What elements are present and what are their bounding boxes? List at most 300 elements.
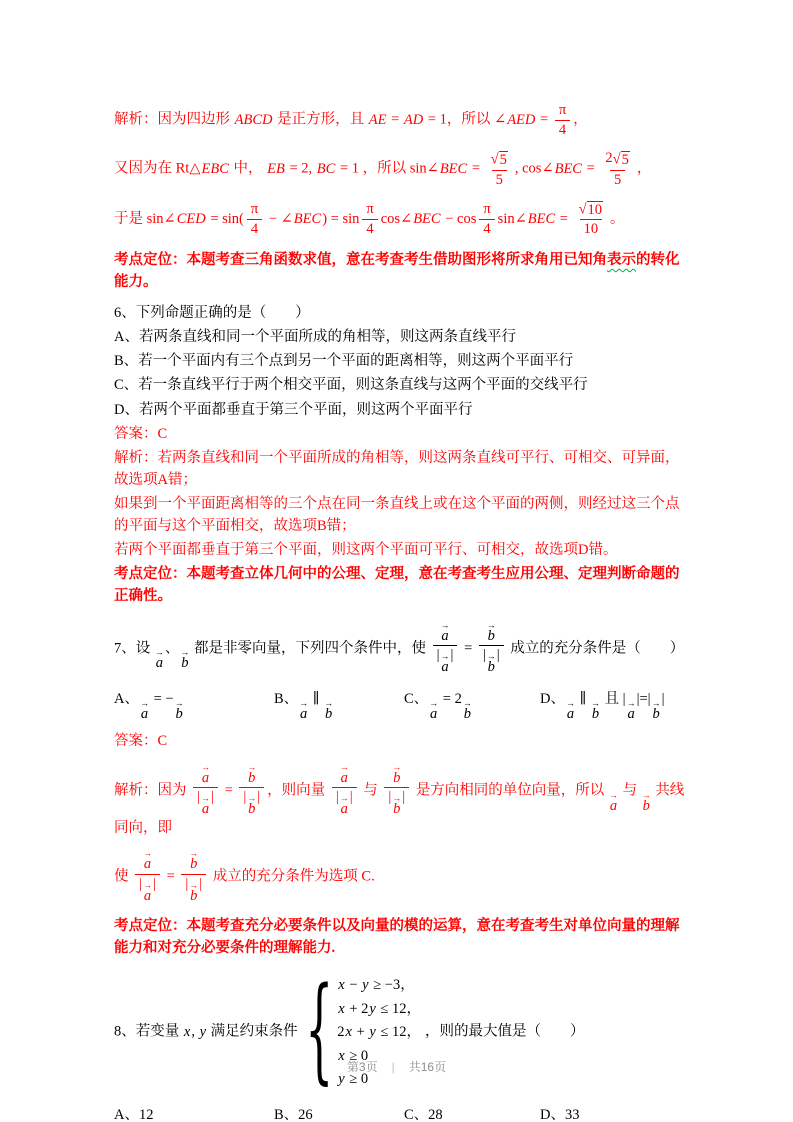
vector-arrow-icon: → <box>486 619 496 630</box>
text-run: + 2 <box>345 1000 369 1017</box>
radicand: 5 <box>499 151 507 168</box>
text-run: | <box>388 789 392 806</box>
paragraph <box>114 150 690 188</box>
vector-symbol <box>608 789 618 814</box>
text-run: ≥ −3， <box>369 977 415 994</box>
cases-brace-icon: { <box>305 964 334 1098</box>
text-run: 5 <box>614 172 622 189</box>
fraction-denominator <box>610 170 625 189</box>
text-run: | <box>450 647 454 663</box>
paragraph <box>114 375 690 397</box>
vector-arrow-icon: → <box>247 793 257 804</box>
constraint-row <box>337 1021 421 1043</box>
fraction-numerator <box>247 201 262 219</box>
text-run: = <box>220 782 237 799</box>
text-run: |=| <box>636 691 651 708</box>
text-run: 6、下列命题正确的是（ ） <box>114 304 310 321</box>
math-fraction <box>487 151 512 188</box>
text-run: = 1 ，所以 sin∠ <box>336 160 439 177</box>
text-run: 4 <box>483 220 491 237</box>
page-footer <box>0 1058 793 1075</box>
vector-symbol <box>462 698 472 723</box>
math-fraction <box>193 762 218 818</box>
text-run: | <box>211 789 214 806</box>
radical-sign-icon: √ <box>578 201 587 218</box>
text-run: = <box>460 640 476 657</box>
vector-arrow-icon: → <box>651 698 661 709</box>
constraint-row <box>337 998 421 1020</box>
vector-letter: a <box>340 770 348 787</box>
text-run: 8、若变量 <box>114 1023 183 1040</box>
radical-sign-icon: √ <box>612 151 621 168</box>
math-fraction <box>332 762 357 818</box>
text-run: ，则向量 <box>267 782 329 799</box>
text-run: π <box>366 201 374 218</box>
fraction-denominator <box>580 219 603 238</box>
text-run: ≥ 0 <box>345 1047 369 1064</box>
vector-symbol <box>299 698 309 723</box>
vector-symbol <box>189 848 199 873</box>
vector-symbol <box>339 762 349 787</box>
math-variable: AED <box>507 111 536 128</box>
vector-arrow-icon: → <box>626 698 636 709</box>
text-run: , cos∠ <box>514 160 554 177</box>
option-item <box>114 1103 274 1122</box>
math-variable: x <box>338 1047 345 1064</box>
text-run: 与 <box>618 782 641 799</box>
paragraph <box>114 494 690 538</box>
paragraph <box>114 351 690 373</box>
text-run: ≥ 0 <box>345 1071 369 1088</box>
options-row <box>114 687 690 722</box>
vector-arrow-icon: → <box>189 879 199 890</box>
vector-letter: a <box>627 706 635 723</box>
text-run: | <box>335 789 339 806</box>
math-variable: x <box>338 1000 345 1017</box>
text-run: 解析：若两条直线和同一个平面所成的角相等，则这两条直线可平行、可相交、可异面，故选项A错； <box>114 450 680 488</box>
vector-arrow-icon: → <box>143 848 153 859</box>
vector-arrow-icon: → <box>565 698 575 709</box>
math-sqrt <box>579 201 603 219</box>
paragraph <box>114 916 690 960</box>
text-run: 共线同向，即 <box>114 782 685 836</box>
text-run: A、若两条直线和同一个平面所成的角相等，则这两条直线平行 <box>114 328 516 345</box>
text-run: sin∠ <box>497 210 527 227</box>
vector-symbol <box>324 698 334 723</box>
option-item <box>404 1103 540 1122</box>
math-variable: y <box>199 1023 206 1040</box>
text-run: A、12 <box>114 1106 154 1122</box>
vector-symbol <box>486 651 496 675</box>
paragraph <box>114 400 690 422</box>
fraction-numerator <box>387 762 406 787</box>
vector-letter: b <box>591 706 600 723</box>
vector-arrow-icon: → <box>247 762 257 773</box>
vector-symbol <box>247 762 257 787</box>
vector-letter: a <box>201 801 210 818</box>
text-run: C、若一条直线平行于两个相交平面，则这条直线与这两个平面的交线平行 <box>114 377 588 394</box>
fraction-numerator <box>362 201 377 219</box>
text-run: 成立的充分条件为选项 C. <box>209 868 375 885</box>
text-run: ≤ 12， <box>376 1000 422 1017</box>
fraction-denominator <box>555 120 570 139</box>
fraction-numerator <box>196 762 215 787</box>
text-run: = <box>582 160 599 177</box>
paragraph <box>114 762 690 839</box>
vector-arrow-icon: → <box>180 647 190 658</box>
document-content <box>114 90 690 1122</box>
vector-symbol <box>174 698 184 723</box>
text-run: 成立的充分条件是（ ） <box>506 640 685 657</box>
vector-symbol <box>201 793 211 818</box>
vector-arrow-icon: → <box>429 698 439 709</box>
math-variable: ABCD <box>234 111 273 128</box>
wavy-underlined-text: 表示 <box>607 252 636 269</box>
fraction-numerator <box>436 619 455 645</box>
text-run: − cos <box>441 210 477 227</box>
text-run: 是方向相同的单位向量，所以 <box>412 782 608 799</box>
option-item <box>404 687 540 722</box>
vector-arrow-icon: → <box>143 879 153 890</box>
text-run: ) = sin <box>322 210 360 227</box>
text-run: = 2, <box>285 160 316 177</box>
text-run: π <box>558 102 567 118</box>
paragraph <box>114 564 690 608</box>
text-run: | <box>185 875 189 892</box>
text-run: 的转化能力。 <box>114 252 680 290</box>
text-run: 答案：C <box>114 733 168 750</box>
text-run: | <box>199 875 203 892</box>
paragraph <box>114 424 690 446</box>
paragraph <box>114 303 690 325</box>
vector-letter: a <box>441 627 449 644</box>
vector-arrow-icon: → <box>299 698 309 709</box>
text-run: 又因为在 Rt△ <box>114 160 201 177</box>
text-run: 都是非零向量，下列四个条件中，使 <box>190 640 430 657</box>
paragraph <box>114 540 690 562</box>
text-run: | <box>243 789 247 806</box>
math-variable: EB <box>267 160 285 177</box>
text-run: 于是 sin∠ <box>114 210 176 227</box>
math-variable: y <box>338 1071 345 1088</box>
vector-symbol <box>440 651 450 675</box>
vector-symbol <box>626 698 636 723</box>
vector-letter: b <box>190 856 198 873</box>
text-run: | <box>661 691 665 708</box>
vector-letter: b <box>393 770 401 787</box>
vector-letter: b <box>487 659 495 675</box>
text-run: ∥ <box>575 691 590 708</box>
page-number: 第3页 <box>346 1060 378 1074</box>
text-run: 使 <box>114 868 133 885</box>
option-item <box>274 687 404 722</box>
option-item <box>274 1103 404 1122</box>
fraction-denominator <box>492 170 507 189</box>
text-run: | <box>139 875 143 892</box>
fraction-numerator <box>479 201 494 219</box>
paragraph <box>114 731 690 753</box>
math-variable: BEC <box>293 210 322 227</box>
text-run: | <box>197 789 201 806</box>
text-run: 7、设 <box>114 640 154 657</box>
footer-separator: | <box>391 1060 395 1074</box>
fraction-denominator <box>135 874 160 904</box>
fraction-denominator <box>362 219 377 238</box>
math-fraction <box>433 619 458 675</box>
fraction-denominator <box>247 219 262 238</box>
fraction-denominator <box>181 874 206 904</box>
text-run: 、 <box>164 640 180 657</box>
vector-symbol <box>180 647 190 672</box>
vector-arrow-icon: → <box>339 762 349 773</box>
text-run: 5 <box>495 171 503 188</box>
vector-arrow-icon: → <box>339 793 349 804</box>
math-fraction <box>479 619 504 675</box>
vector-arrow-icon: → <box>608 789 618 800</box>
math-variable: y <box>369 1000 376 1017</box>
math-variable: EBC <box>201 160 229 177</box>
paragraph <box>114 327 690 349</box>
vector-arrow-icon: → <box>440 619 450 630</box>
text-run: | <box>153 875 156 892</box>
vector-letter: b <box>248 770 256 787</box>
math-variable: BC <box>316 160 336 177</box>
vector-symbol <box>651 698 661 723</box>
fraction-numerator <box>601 150 633 170</box>
vector-arrow-icon: → <box>440 651 450 661</box>
math-variable: BEC <box>554 160 582 177</box>
vector-arrow-icon: → <box>324 698 334 709</box>
vector-arrow-icon: → <box>174 698 184 709</box>
vector-arrow-icon: → <box>154 647 164 658</box>
math-fraction <box>135 848 160 904</box>
text-run: + <box>352 1024 369 1041</box>
text-run: C、 <box>404 691 429 708</box>
vector-letter: b <box>325 706 333 723</box>
vector-letter: a <box>609 797 618 814</box>
text-run: B、26 <box>274 1106 313 1122</box>
fraction-numerator <box>487 151 512 170</box>
text-run: 如果到一个平面距离相等的三个点在同一条直线上或在这个平面的两侧，则经过这三个点的平面与这个平面相交，故选项B错； <box>114 496 680 534</box>
vector-arrow-icon: → <box>392 762 402 773</box>
vector-letter: b <box>487 627 495 644</box>
text-run: cos∠ <box>380 210 413 227</box>
vector-symbol <box>189 879 199 904</box>
vector-arrow-icon: → <box>590 698 600 709</box>
text-run: − ∠ <box>265 210 293 227</box>
paragraph <box>114 619 690 675</box>
text-run: = <box>387 111 403 128</box>
paragraph <box>114 848 690 904</box>
text-run: D、若两个平面都垂直于第三个平面，则这两个平面平行 <box>114 401 473 418</box>
text-run: 与 <box>359 782 382 799</box>
math-variable: y <box>362 977 369 994</box>
vector-letter: a <box>201 770 210 787</box>
text-run: 解析：因为四边形 <box>114 111 234 128</box>
text-run: D、33 <box>540 1106 580 1122</box>
text-run: | <box>482 647 486 663</box>
text-run: | <box>257 789 261 806</box>
fraction-denominator <box>384 787 409 817</box>
math-fraction <box>575 201 607 238</box>
math-fraction <box>247 201 262 237</box>
vector-letter: a <box>430 706 438 723</box>
option-item <box>540 687 690 722</box>
total-pages: 共16页 <box>408 1060 447 1074</box>
vector-symbol <box>392 762 402 787</box>
vector-symbol <box>154 647 164 672</box>
vector-symbol <box>139 698 149 723</box>
math-fraction <box>239 762 264 818</box>
paragraph <box>114 201 690 238</box>
text-run: ， <box>573 111 588 128</box>
text-run: = 2 <box>439 691 462 708</box>
text-run: − <box>345 977 362 994</box>
fraction-denominator <box>239 787 264 817</box>
text-run: A、 <box>114 691 139 708</box>
text-run: 2 <box>337 1024 345 1041</box>
text-run: = <box>556 210 572 227</box>
vector-arrow-icon: → <box>201 762 211 773</box>
math-variable: BEC <box>413 210 441 227</box>
vector-arrow-icon: → <box>641 789 651 800</box>
text-run: = <box>468 160 484 177</box>
text-run: ≤ 12， <box>376 1024 422 1041</box>
vector-letter: b <box>190 887 198 904</box>
text-run: | <box>496 647 500 663</box>
vector-letter: b <box>248 801 256 818</box>
text-run: | <box>436 647 440 663</box>
vector-letter: b <box>393 801 401 818</box>
vector-arrow-icon: → <box>189 848 199 859</box>
vector-symbol <box>143 879 153 904</box>
text-run: 4 <box>558 121 567 138</box>
vector-letter: a <box>300 706 308 723</box>
math-variable: BEC <box>527 210 556 227</box>
vector-arrow-icon: → <box>139 698 149 709</box>
vector-symbol <box>565 698 575 723</box>
math-variable: y <box>369 1024 376 1041</box>
radicand: 10 <box>587 201 603 218</box>
math-variable: x <box>183 1023 191 1040</box>
vector-symbol <box>143 848 153 873</box>
text-run: D、 <box>540 691 565 708</box>
text-run: 考点定位：本题考查三角函数求值，意在考查考生借助图形将所求角用已知角 <box>114 252 607 269</box>
fraction-denominator <box>479 645 504 675</box>
math-sqrt <box>613 151 630 169</box>
text-run: B、若一个平面内有三个点到另一个平面的距离相等，则这两个平面平行 <box>114 353 574 370</box>
vector-symbol <box>247 793 257 818</box>
option-item <box>540 1103 690 1122</box>
text-run: 4 <box>250 220 259 237</box>
fraction-numerator <box>138 848 157 873</box>
math-fraction <box>362 201 377 237</box>
vector-letter: b <box>175 706 183 723</box>
text-run: 。 <box>610 210 625 227</box>
vector-symbol <box>440 619 450 644</box>
text-run: = 1，所以 ∠ <box>424 111 507 128</box>
fraction-numerator <box>555 102 570 120</box>
vector-letter: a <box>143 887 152 904</box>
option-item <box>114 687 274 722</box>
text-run: , <box>191 1023 199 1040</box>
math-variable: AD <box>403 111 424 128</box>
vector-letter: b <box>642 797 650 814</box>
vector-letter: a <box>143 856 152 873</box>
fraction-numerator <box>335 762 354 787</box>
fraction-numerator <box>482 619 501 645</box>
text-run: π <box>250 201 259 218</box>
radical-sign-icon: √ <box>490 151 499 168</box>
paragraph <box>114 102 690 138</box>
fraction-denominator <box>193 787 218 817</box>
math-variable: x <box>338 977 345 994</box>
fraction-denominator <box>433 645 458 675</box>
text-run: π <box>483 201 491 218</box>
text-run: = − <box>149 691 174 708</box>
math-fraction <box>181 848 206 904</box>
text-run: = <box>162 868 179 885</box>
vector-letter: a <box>140 706 149 723</box>
paragraph <box>114 448 690 492</box>
vector-symbol <box>201 762 211 787</box>
vector-letter: a <box>155 655 163 672</box>
text-run: 且 | <box>600 691 626 708</box>
constraint-row <box>337 974 421 996</box>
text-run: ，则的最大值是（ ） <box>425 1023 585 1040</box>
vector-arrow-icon: → <box>486 651 496 661</box>
text-run: ， <box>636 160 652 177</box>
text-run: 考点定位：本题考查充分必要条件以及向量的模的运算，意在考查考生对单位向量的理解能力和对充分必要条件的理解能力. <box>114 917 680 956</box>
vector-letter: b <box>463 706 471 723</box>
vector-symbol <box>486 619 496 644</box>
text-run: C、28 <box>404 1106 443 1122</box>
fraction-numerator <box>575 201 607 220</box>
text-run: | <box>402 789 406 806</box>
math-variable: CED <box>176 210 206 227</box>
math-fraction <box>601 150 633 188</box>
vector-letter: b <box>181 655 189 672</box>
math-fraction <box>384 762 409 818</box>
fraction-denominator <box>332 787 357 817</box>
text-run: = <box>536 111 552 128</box>
vector-arrow-icon: → <box>201 793 211 804</box>
math-sqrt <box>491 151 508 169</box>
text-run: = sin( <box>206 210 244 227</box>
fraction-numerator <box>184 848 203 873</box>
paragraph <box>114 250 690 294</box>
vector-symbol <box>641 789 651 814</box>
vector-symbol <box>429 698 439 723</box>
radicand: 5 <box>621 152 629 169</box>
vector-arrow-icon: → <box>392 793 402 804</box>
vector-symbol <box>590 698 600 723</box>
math-fraction <box>479 201 494 237</box>
text-run: 是正方形，且 <box>273 111 368 128</box>
vector-letter: b <box>652 706 660 723</box>
math-variable: x <box>345 1024 352 1041</box>
math-variable: AE <box>368 111 387 128</box>
text-run: 10 <box>583 221 599 238</box>
vector-letter: a <box>340 801 348 818</box>
math-variable: BEC <box>439 160 468 177</box>
vector-symbol <box>339 793 349 818</box>
fraction-numerator <box>242 762 261 787</box>
vector-symbol <box>392 793 402 818</box>
text-run: 2 <box>605 150 613 167</box>
options-row <box>114 1103 690 1122</box>
text-run: 中， <box>229 160 267 177</box>
